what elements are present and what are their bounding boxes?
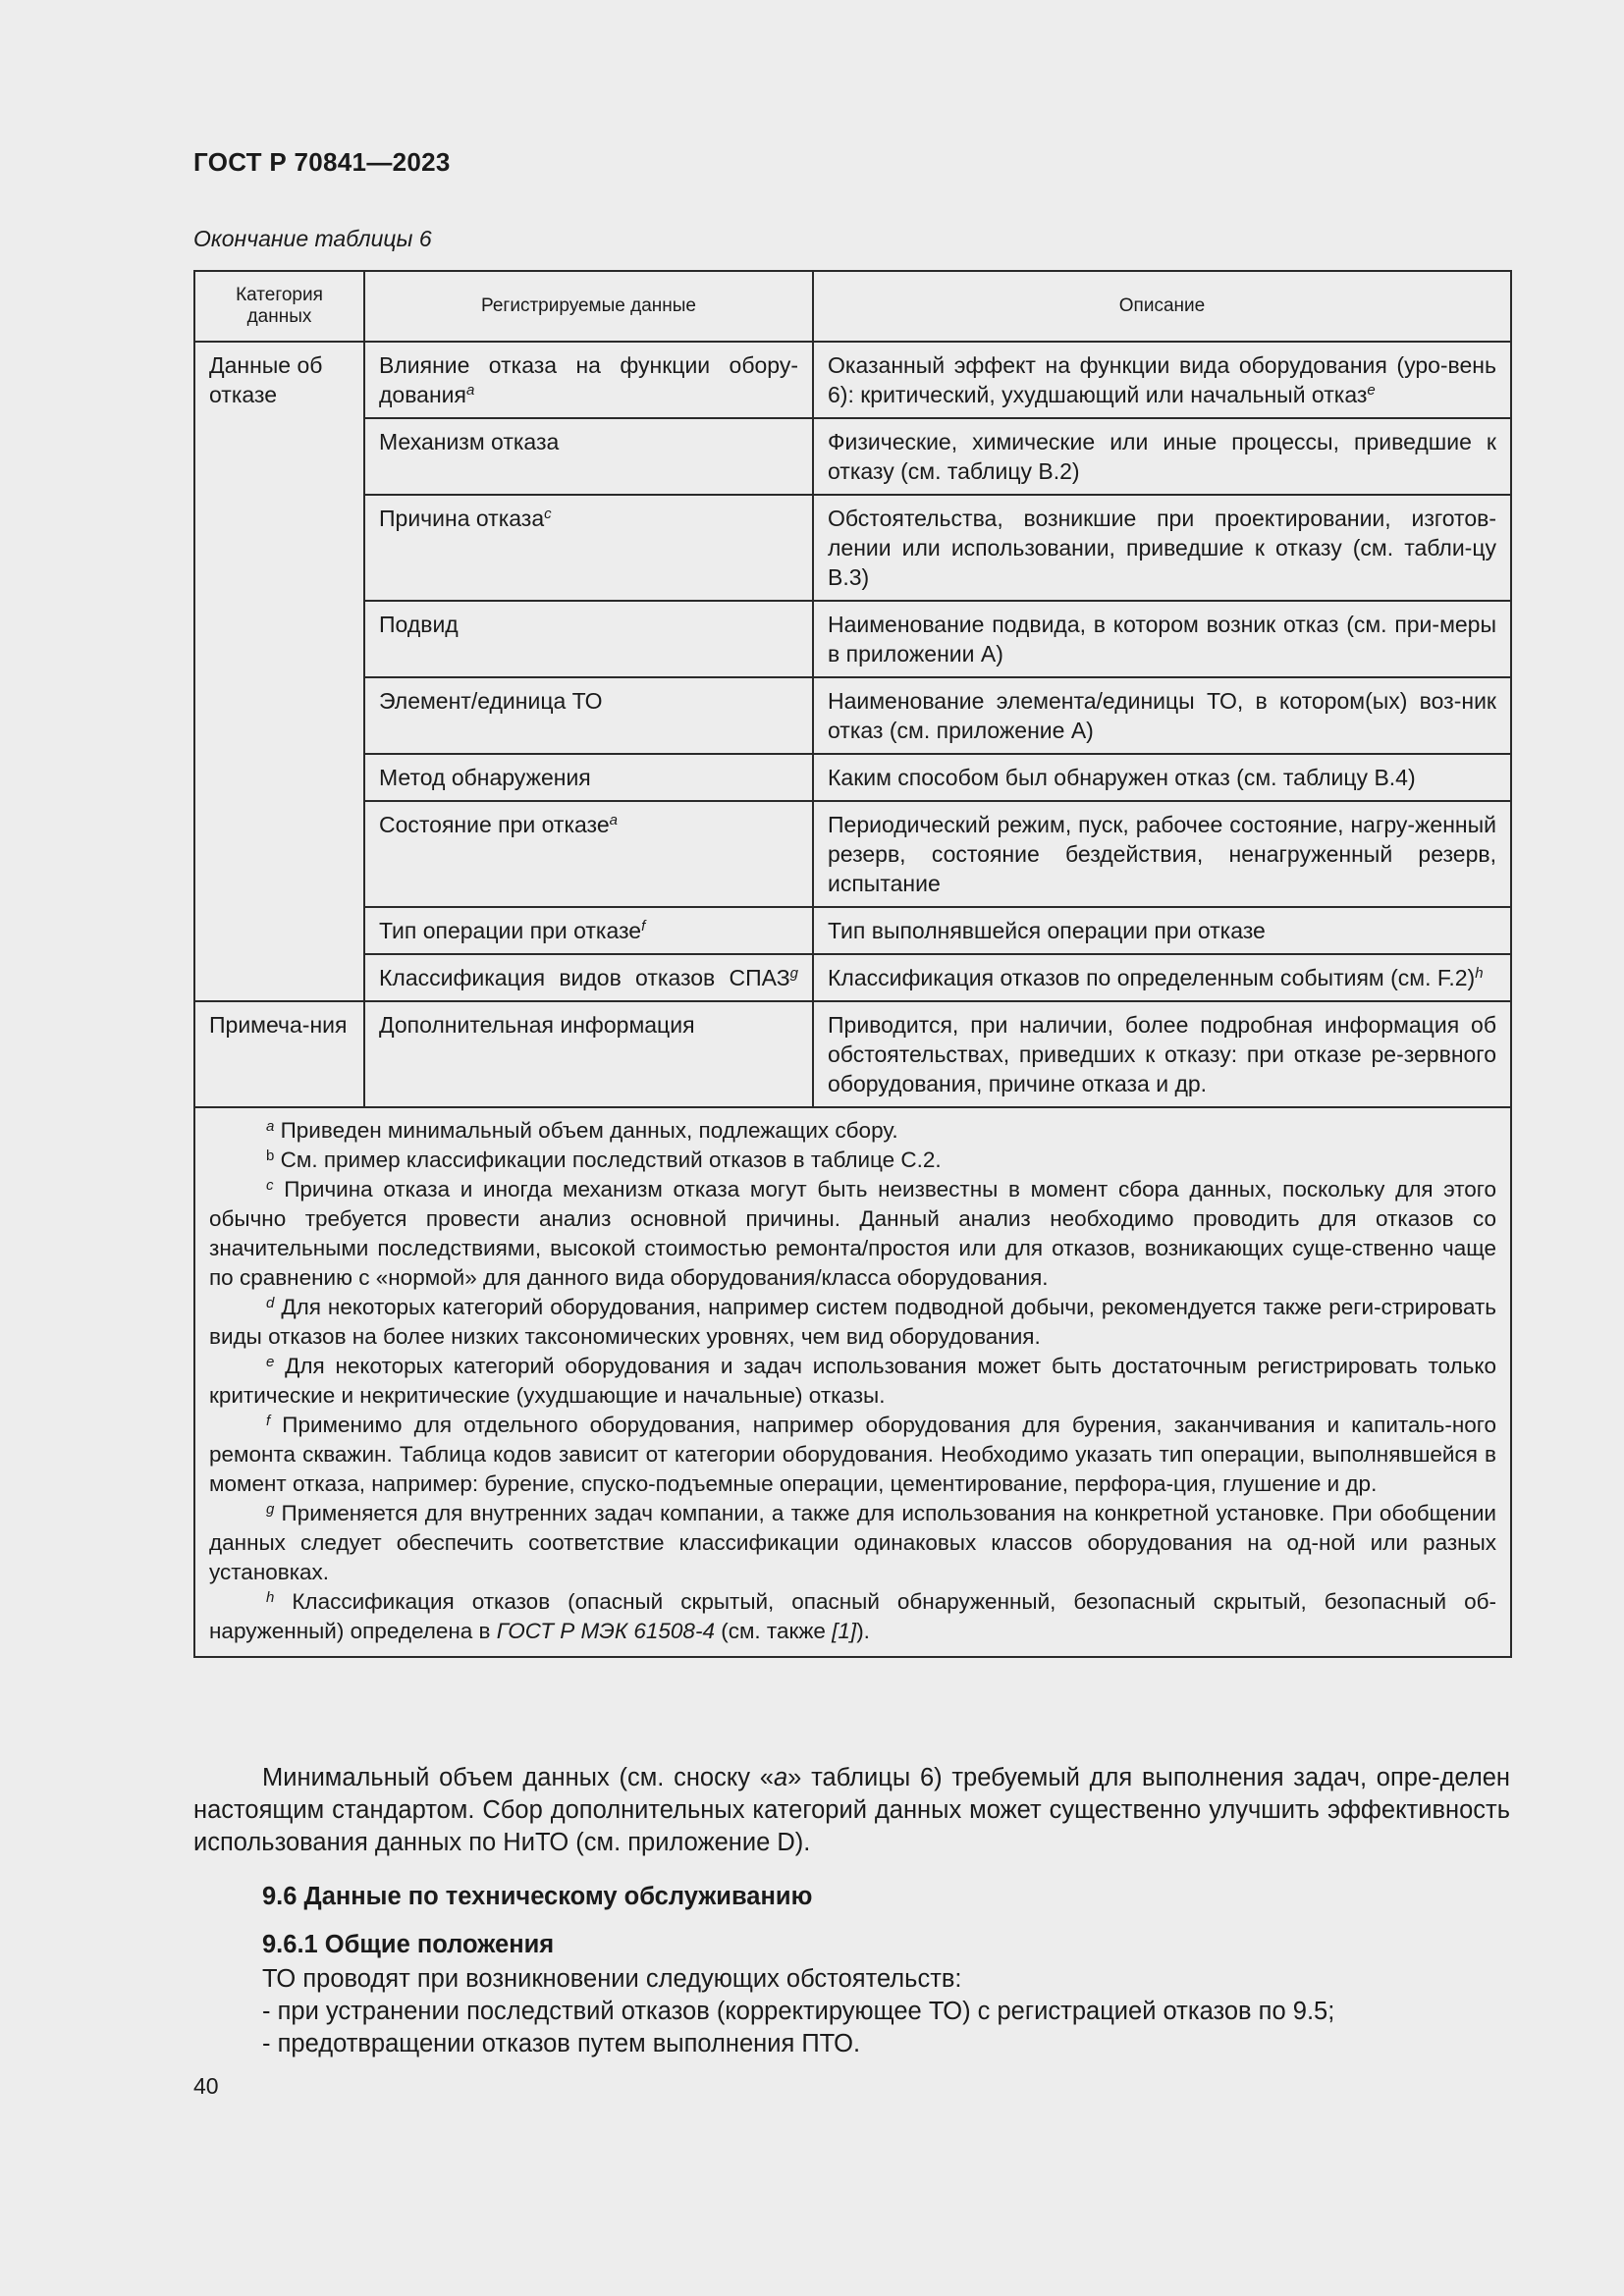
row-desc: Каким способом был обнаружен отказ (см. таблицу В.4) bbox=[813, 754, 1511, 801]
footnote: $^d$ Для некоторых категорий оборудования, например систем подводной добычи, рекомендуется также реги-стрировать виды отказов на более низких таксономических уровнях, чем вид оборудования. bbox=[209, 1295, 1496, 1349]
row-desc: Оказанный эффект на функции вида оборудования (уро-вень 6): критический, ухудшающий или начальный отказ$^e$ bbox=[813, 342, 1511, 418]
row-data: Механизм отказа bbox=[364, 418, 813, 495]
page-number: 40 bbox=[193, 2073, 219, 2099]
header-description: Описание bbox=[813, 271, 1511, 342]
footnote: $^e$ Для некоторых категорий оборудования и задач использования может быть достаточным регистрировать только критические и некритические (ухудшающие и начальные) отказы. bbox=[209, 1354, 1496, 1408]
footnote: $^g$ Применяется для внутренних задач компании, а также для использования на конкретной установке. При обобщении данных следует обеспечить соответствие классификации одинаковых классов оборудования на од-ной или разных установках. bbox=[209, 1501, 1496, 1584]
row-data: Влияние отказа на функции обору-дования$^a$ bbox=[364, 342, 813, 418]
data-table bbox=[193, 270, 1512, 1658]
table-row bbox=[194, 1001, 1511, 1107]
table-row bbox=[194, 954, 1511, 1001]
header-recorded-data: Регистрируемые данные bbox=[364, 271, 813, 342]
table-row bbox=[194, 601, 1511, 677]
footnote: $^f$ Применимо для отдельного оборудования, например оборудования для бурения, заканчивания и капиталь-ного ремонта скважин. Таблица кодов зависит от категории оборудования. Необходимо указать тип операции, выполнявшейся в момент отказа, например: бурение, спуско-подъемные операции, цементирование, перфора-ция, глушение и др. bbox=[209, 1413, 1496, 1496]
section-heading-9-6-1: 9.6.1 Общие положения bbox=[262, 1931, 555, 1958]
row-desc: Периодический режим, пуск, рабочее состояние, нагру-женный резерв, состояние бездействия, ненагруженный резерв, испытание bbox=[813, 801, 1511, 907]
document-header: ГОСТ Р 70841—2023 bbox=[193, 147, 451, 177]
table-row bbox=[194, 801, 1511, 907]
row-data: Элемент/единица ТО bbox=[364, 677, 813, 754]
row-desc: Обстоятельства, возникшие при проектировании, изготов-лении или использовании, приведшие к отказу (см. табли-цу В.3) bbox=[813, 495, 1511, 601]
list-item: - при устранении последствий отказов (корректирующее ТО) с регистрацией отказов по 9.5; bbox=[262, 1998, 1335, 2025]
row-desc: Наименование элемента/единицы ТО, в котором(ых) воз-ник отказ (см. приложение А) bbox=[813, 677, 1511, 754]
row-desc: Физические, химические или иные процессы, приведшие к отказу (см. таблицу В.2) bbox=[813, 418, 1511, 495]
table-row bbox=[194, 907, 1511, 954]
footnote: $^h$ Классификация отказов (опасный скрытый, опасный обнаруженный, безопасный скрытый, безопасный об-наруженный) определена в ГОСТ Р МЭК 61508-4 (см. также [1]). bbox=[209, 1589, 1496, 1643]
row-data: Классификация видов отказов СПАЗ$^g$ bbox=[364, 954, 813, 1001]
table-header-row bbox=[194, 271, 1511, 342]
maintenance-list bbox=[262, 1963, 1334, 2060]
row-data: Метод обнаружения bbox=[364, 754, 813, 801]
row-desc: Тип выполнявшейся операции при отказе bbox=[813, 907, 1511, 954]
footnote: $^a$ Приведен минимальный объем данных, подлежащих сбору. bbox=[266, 1118, 898, 1143]
footnotes-row bbox=[194, 1107, 1511, 1657]
footnotes-cell bbox=[194, 1107, 1511, 1657]
table-row bbox=[194, 418, 1511, 495]
table-row bbox=[194, 495, 1511, 601]
table-row bbox=[194, 677, 1511, 754]
table-caption: Окончание таблицы 6 bbox=[193, 226, 432, 251]
row-data: Подвид bbox=[364, 601, 813, 677]
row-desc: Классификация отказов по определенным событиям (см. F.2)$^h$ bbox=[813, 954, 1511, 1001]
row-data: Тип операции при отказе$^f$ bbox=[364, 907, 813, 954]
list-item: - предотвращении отказов путем выполнения ПТО. bbox=[262, 2030, 861, 2057]
footnote: $^b$ См. пример классификации последствий отказов в таблице С.2. bbox=[266, 1148, 942, 1172]
list-item: ТО проводят при возникновении следующих обстоятельств: bbox=[262, 1965, 962, 1993]
section-heading-9-6: 9.6 Данные по техническому обслуживанию bbox=[262, 1883, 813, 1910]
row-data: Причина отказа$^c$ bbox=[364, 495, 813, 601]
row-desc: Приводится, при наличии, более подробная информация об обстоятельствах, приведших к отказу: при отказе ре-зервного оборудования, причине отказа и др. bbox=[813, 1001, 1511, 1107]
table-row bbox=[194, 342, 1511, 418]
row-data: Состояние при отказе$^a$ bbox=[364, 801, 813, 907]
footnote: $^c$ Причина отказа и иногда механизм отказа могут быть неизвестны в момент сбора данных, поскольку для этого обычно требуется провести анализ основной причины. Данный анализ необходимо проводить для отказов со значительными последствиями, высокой стоимостью ремонта/простоя или для отказов, возникающих суще-ственно чаще по сравнению с «нормой» для данного вида оборудования/класса оборудования. bbox=[209, 1177, 1496, 1290]
header-category: Категория данных bbox=[194, 271, 364, 342]
category-notes: Примеча-ния bbox=[194, 1001, 364, 1107]
table-row bbox=[194, 754, 1511, 801]
paragraph-min-data: Минимальный объем данных (см. сноску «а» таблицы 6) требуемый для выполнения задач, опре-делен настоящим стандартом. Сбор дополнительных категорий данных может существенно улучшить эффективность использования данных по НиТО (см. приложение D). bbox=[193, 1764, 1510, 1856]
category-failure: Данные об отказе bbox=[194, 342, 364, 1001]
row-data: Дополнительная информация bbox=[364, 1001, 813, 1107]
row-desc: Наименование подвида, в котором возник отказ (см. при-меры в приложении А) bbox=[813, 601, 1511, 677]
